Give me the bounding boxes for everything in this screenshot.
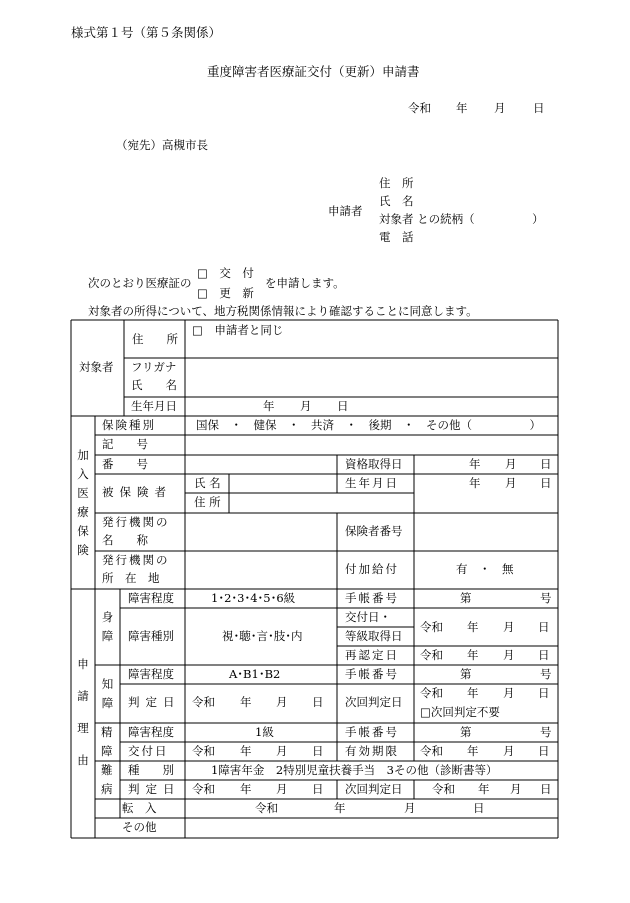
- phys-issue-day: 日: [538, 620, 550, 634]
- phys-handbook-label: 手帳番号: [345, 591, 399, 605]
- mental-valid-month: 月: [503, 744, 515, 758]
- form-title: 重度障害者医療証交付（更新）申請書: [207, 64, 420, 79]
- recert-reiwa: 令和: [420, 648, 443, 662]
- insurer-number-label: 保険者番号: [345, 524, 403, 538]
- birth-year: 年: [263, 399, 275, 413]
- illness-judge-month: 月: [276, 782, 288, 796]
- birth-month: 月: [300, 399, 312, 413]
- subject-name-label: 氏 名: [131, 378, 177, 392]
- date-year: 年: [456, 101, 468, 115]
- illness-kind-label: 種 別: [128, 763, 174, 777]
- request-suffix: を申請します。: [265, 276, 345, 290]
- int-handbook-label: 手帳番号: [345, 667, 399, 681]
- addressee: （宛先）高槻市長: [116, 138, 208, 152]
- applicant-name-label: 氏 名: [379, 194, 414, 208]
- int-judge-day: 日: [312, 695, 324, 709]
- phys-issue-date-label-1: 交付日・: [345, 610, 391, 624]
- mental-degree-label: 障害程度: [128, 725, 174, 739]
- birth-day: 日: [337, 399, 349, 413]
- int-judge-reiwa: 令和: [192, 695, 215, 709]
- mental-valid-day: 日: [538, 744, 550, 758]
- qual-month: 月: [505, 457, 517, 471]
- no-next-judge-checkbox[interactable]: □次回判定不要: [420, 705, 500, 719]
- furigana-label: フリガナ: [131, 360, 177, 374]
- mental-char-2: 障: [101, 744, 113, 758]
- phys-issue-month: 月: [503, 620, 515, 634]
- insurance-symbol-label: 記 号: [102, 437, 148, 451]
- request-option-issue[interactable]: □ 交 付: [197, 266, 254, 280]
- date-month: 月: [494, 101, 506, 115]
- recert-day: 日: [538, 648, 550, 662]
- mental-valid-year: 年: [467, 744, 479, 758]
- mental-issue-month: 月: [276, 744, 288, 758]
- mental-char-1: 精: [101, 725, 113, 739]
- subject-address-label: 住 所: [132, 332, 178, 346]
- moving-in-label: 転 入: [122, 801, 157, 815]
- insurance-type-label: 保険種別: [102, 418, 156, 432]
- mental-handbook-go: 号: [540, 725, 552, 739]
- issuer-address-label-2: 所 在 地: [102, 571, 160, 585]
- issuer-name-label-2: 名 称: [102, 533, 148, 547]
- int-judge-month: 月: [276, 695, 288, 709]
- int-degree-label: 障害程度: [128, 667, 174, 681]
- int-next-judge-year: 年: [467, 686, 479, 700]
- other-label: その他: [122, 820, 157, 834]
- moving-in-year: 年: [334, 801, 346, 815]
- issuer-name-label-1: 発行機関の: [102, 515, 170, 529]
- phys-degree-label: 障害程度: [128, 591, 174, 605]
- illness-next-reiwa: 令和: [432, 782, 455, 796]
- recert-date-label: 再認定日: [345, 648, 399, 662]
- illness-judge-label: 判定日: [128, 782, 181, 796]
- subject-label: 対象者: [79, 360, 114, 374]
- mental-issue-label: 交付日: [128, 744, 169, 758]
- insured-person-label: 被保険者: [102, 485, 172, 499]
- phys-issue-year: 年: [467, 620, 479, 634]
- illness-next-year: 年: [478, 782, 490, 796]
- mental-valid-label: 有効期限: [345, 744, 399, 758]
- insured-birth-day: 日: [540, 476, 552, 490]
- insured-name-label: 氏 名: [194, 476, 221, 490]
- mental-handbook-dai: 第: [460, 725, 472, 739]
- applicant-label: 申請者: [328, 204, 363, 218]
- insured-birth-year: 年: [469, 476, 481, 490]
- insurance-number-label: 番 号: [102, 457, 148, 471]
- int-next-judge-day: 日: [538, 686, 550, 700]
- mental-degree-value[interactable]: 1級: [255, 725, 274, 739]
- int-next-judge-label: 次回判定日: [345, 695, 403, 709]
- illness-judge-day: 日: [312, 782, 324, 796]
- mental-valid-reiwa: 令和: [420, 744, 443, 758]
- int-next-judge-month: 月: [503, 686, 515, 700]
- phys-type-options[interactable]: 視･聴･言･肢･内: [222, 629, 303, 643]
- mental-issue-day: 日: [312, 744, 324, 758]
- illness-char-2: 病: [101, 782, 113, 796]
- recert-year: 年: [467, 648, 479, 662]
- illness-kind-options[interactable]: 1障害年金 2特別児童扶養手当 3その他（診断書等）: [211, 763, 498, 777]
- int-degree-options[interactable]: A･B1･B2: [229, 667, 281, 681]
- moving-in-month: 月: [404, 801, 416, 815]
- illness-next-day: 日: [540, 782, 552, 796]
- applicant-phone-label: 電 話: [379, 230, 414, 244]
- phys-handbook-dai: 第: [460, 591, 472, 605]
- illness-next-month: 月: [510, 782, 522, 796]
- insurance-side-label: 加 入 医 療 保 険: [77, 448, 89, 557]
- form-number: 様式第１号（第５条関係）: [71, 25, 222, 40]
- int-judge-date-label: 判定日: [128, 695, 181, 709]
- int-judge-year: 年: [240, 695, 252, 709]
- request-prefix: 次のとおり医療証の: [88, 276, 192, 290]
- mental-issue-reiwa: 令和: [192, 744, 215, 758]
- issuer-address-label-1: 発行機関の: [102, 553, 170, 567]
- int-handbook-go: 号: [540, 667, 552, 681]
- birthdate-label: 生年月日: [131, 399, 177, 413]
- applicant-address-label: 住 所: [379, 176, 414, 190]
- same-as-applicant-checkbox[interactable]: □ 申請者と同じ: [192, 323, 284, 337]
- moving-in-day: 日: [473, 801, 485, 815]
- insured-birth-label: 生年月日: [345, 476, 399, 490]
- date-era: 令和: [408, 101, 431, 115]
- consent-statement: 対象者の所得について、地方税関係情報により確認することに同意します。: [88, 304, 478, 318]
- insured-address-label: 住 所: [194, 495, 221, 509]
- recert-month: 月: [503, 648, 515, 662]
- request-option-renew[interactable]: □ 更 新: [197, 286, 254, 300]
- mental-handbook-label: 手帳番号: [345, 725, 399, 739]
- phys-degree-options[interactable]: 1･2･3･4･5･6級: [211, 591, 296, 605]
- phys-type-label: 障害種別: [128, 629, 174, 643]
- mental-issue-year: 年: [240, 744, 252, 758]
- phys-issue-reiwa: 令和: [420, 620, 443, 634]
- phys-issue-date-label-2: 等級取得日: [345, 629, 403, 643]
- physical-disability-label: 身 障: [101, 610, 114, 643]
- extra-benefit-options[interactable]: 有 ・ 無: [456, 562, 514, 576]
- reason-side-label: 申 請 理 由: [77, 657, 89, 767]
- qual-year: 年: [469, 457, 481, 471]
- illness-next-judge-label: 次回判定日: [345, 782, 403, 796]
- int-next-judge-reiwa: 令和: [420, 686, 443, 700]
- illness-judge-reiwa: 令和: [192, 782, 215, 796]
- insurance-type-options[interactable]: 国保 ・ 健保 ・ 共済 ・ 後期 ・ その他（ ）: [196, 418, 541, 432]
- illness-char-1: 難: [101, 763, 113, 777]
- phys-handbook-go: 号: [540, 591, 552, 605]
- extra-benefit-label: 付加給付: [345, 562, 399, 576]
- applicant-relation-label: 対象者 との続柄（ ）: [379, 212, 544, 226]
- insured-birth-month: 月: [505, 476, 517, 490]
- qual-day: 日: [540, 457, 552, 471]
- moving-in-reiwa: 令和: [255, 801, 278, 815]
- int-handbook-dai: 第: [460, 667, 472, 681]
- qualification-date-label: 資格取得日: [345, 457, 403, 471]
- illness-judge-year: 年: [240, 782, 252, 796]
- date-day: 日: [533, 101, 545, 115]
- intellectual-disability-label: 知 障: [101, 677, 114, 710]
